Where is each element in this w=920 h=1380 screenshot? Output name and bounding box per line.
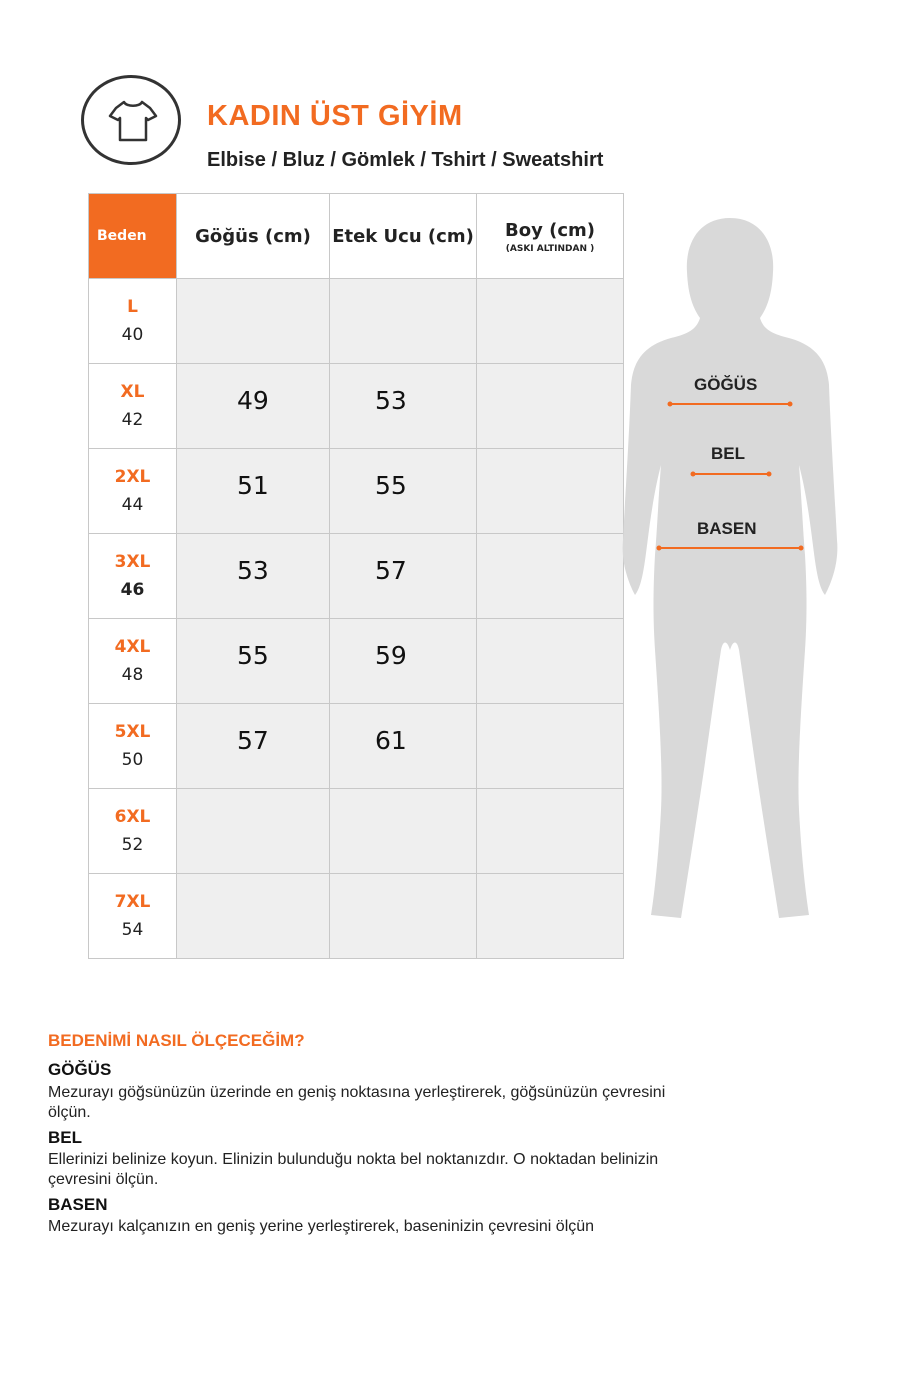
bel-instructions: Ellerinizi belinize koyun. Elinizin bulunduğu nokta bel noktanızdır. O noktadan belinizin çevresini ölçün.	[48, 1150, 659, 1188]
gogus-value	[177, 874, 330, 959]
page-title: KADIN ÜST GİYİM	[207, 100, 463, 132]
gogus-instructions: Mezurayı göğsünüzün üzerinde en geniş noktasına yerleştirerek, göğsünüzün çevresini ölçün.	[48, 1083, 666, 1121]
table-row	[89, 279, 624, 364]
basen-instructions: Mezurayı kalçanızın en geniş yerine yerleştirerek, baseninizin çevresini ölçün	[48, 1218, 595, 1235]
tshirt-icon	[108, 98, 158, 144]
basen-dot-left	[657, 546, 662, 551]
etek-value: 57	[330, 534, 477, 619]
gogus-dot-left	[668, 402, 673, 407]
size-number: 54	[121, 920, 144, 940]
size-code: XL	[120, 382, 145, 402]
size-cell	[89, 874, 177, 959]
boy-value	[477, 874, 624, 959]
gogus-value: 53	[177, 534, 330, 619]
size-code: 2XL	[114, 467, 151, 487]
gogus-value: 49	[177, 364, 330, 449]
size-number: 42	[121, 410, 144, 430]
size-code: 3XL	[114, 552, 151, 572]
size-number: 46	[120, 580, 145, 600]
size-code: 6XL	[114, 807, 151, 827]
etek-value: 55	[330, 449, 477, 534]
header-boy-label: Boy (cm)	[505, 220, 595, 242]
header-beden: Beden	[89, 194, 177, 279]
etek-value: 59	[330, 619, 477, 704]
gogus-value	[177, 279, 330, 364]
basen-label: BASEN	[697, 519, 757, 538]
size-number: 50	[121, 750, 144, 770]
how-to-title: BEDENİMİ NASIL ÖLÇECEĞİM?	[48, 1031, 305, 1050]
etek-value: 53	[330, 364, 477, 449]
gogus-value: 51	[177, 449, 330, 534]
size-cell	[89, 789, 177, 874]
gogus-value: 57	[177, 704, 330, 789]
logo-badge	[81, 75, 181, 165]
etek-value	[330, 789, 477, 874]
boy-value	[477, 279, 624, 364]
table-row	[89, 449, 624, 534]
header-gogus: Göğüs (cm)	[177, 194, 330, 279]
bel-heading: BEL	[48, 1127, 82, 1147]
table-row	[89, 789, 624, 874]
basen-dot-right	[799, 546, 804, 551]
size-cell	[89, 279, 177, 364]
bel-label: BEL	[711, 444, 745, 463]
size-cell	[89, 449, 177, 534]
boy-value	[477, 704, 624, 789]
header-boy-note: (ASKI ALTINDAN )	[505, 244, 595, 255]
size-code: 4XL	[114, 637, 151, 657]
gogus-dot-right	[788, 402, 793, 407]
size-number: 44	[121, 495, 144, 515]
table-row	[89, 874, 624, 959]
basen-heading: BASEN	[48, 1194, 108, 1214]
boy-value	[477, 449, 624, 534]
gogus-heading: GÖĞÜS	[48, 1060, 112, 1080]
header-boy	[477, 194, 624, 279]
size-number: 40	[121, 325, 144, 345]
size-number: 52	[121, 835, 144, 855]
size-code: 7XL	[114, 892, 151, 912]
page-subtitle: Elbise / Bluz / Gömlek / Tshirt / Sweatshirt	[207, 149, 604, 171]
gogus-value: 55	[177, 619, 330, 704]
size-table	[88, 193, 624, 959]
header-etek: Etek Ucu (cm)	[330, 194, 477, 279]
gogus-label: GÖĞÜS	[694, 375, 758, 394]
table-row	[89, 364, 624, 449]
boy-value	[477, 534, 624, 619]
size-cell	[89, 534, 177, 619]
size-code: 5XL	[114, 722, 151, 742]
etek-value	[330, 874, 477, 959]
size-code: L	[127, 297, 138, 317]
boy-value	[477, 364, 624, 449]
how-to-measure-section	[48, 1030, 708, 1241]
bel-dot-left	[691, 472, 696, 477]
table-row	[89, 619, 624, 704]
size-cell	[89, 619, 177, 704]
size-number: 48	[121, 665, 144, 685]
boy-value	[477, 619, 624, 704]
bel-dot-right	[767, 472, 772, 477]
body-silhouette	[615, 210, 845, 925]
size-cell	[89, 364, 177, 449]
table-row	[89, 534, 624, 619]
boy-value	[477, 789, 624, 874]
gogus-value	[177, 789, 330, 874]
etek-value	[330, 279, 477, 364]
etek-value: 61	[330, 704, 477, 789]
silhouette-shape	[623, 218, 838, 918]
size-cell	[89, 704, 177, 789]
table-row	[89, 704, 624, 789]
table-header-row	[89, 194, 624, 279]
